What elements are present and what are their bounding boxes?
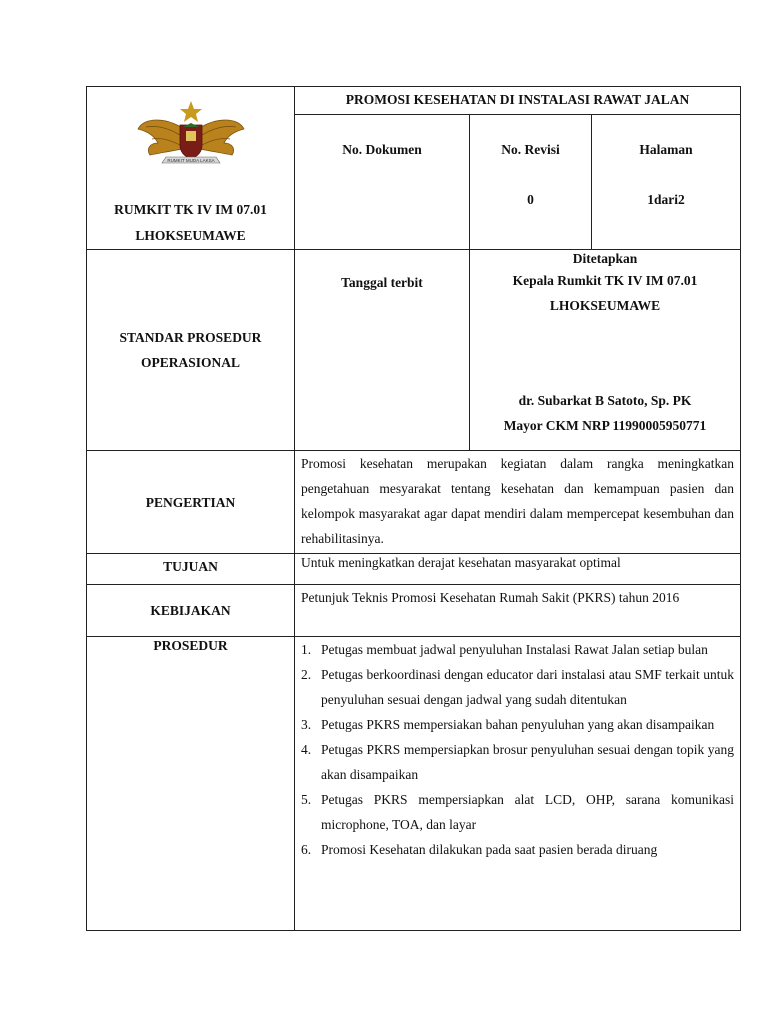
procedure-item-text: Promosi Kesehatan dilakukan pada saat pasien berada diruang (321, 842, 658, 857)
purpose-label: TUJUAN (87, 554, 295, 585)
procedure-item-text: Petugas membuat jadwal penyuluhan Instalasi Rawat Jalan setiap bulan (321, 642, 708, 657)
procedure-item-text: Petugas berkoordinasi dengan educator dari instalasi atau SMF terkait untuk penyuluhan sesuai dengan jadwal yang sudah ditentukan (321, 667, 735, 707)
procedure-item-number: 5. (301, 792, 312, 807)
page-cell (592, 114, 741, 249)
procedure-list (295, 637, 740, 862)
sop-label-cell (87, 250, 295, 451)
page-label: Halaman (639, 141, 693, 157)
hospital-name-line2: LHOKSEUMAWE (135, 228, 246, 243)
procedure-item (301, 712, 734, 737)
procedure-item-number: 6. (301, 842, 312, 857)
procedure-cell (295, 637, 741, 931)
procedure-item-text: Petugas PKRS mempersiapkan alat LCD, OHP, sarana komunikasi microphone, TOA, dan layar (321, 792, 735, 832)
signer-name: dr. Subarkat B Satoto, Sp. PK (518, 393, 692, 408)
purpose-text: Untuk meningkatkan derajat kesehatan masyarakat optimal (295, 554, 741, 585)
procedure-item (301, 737, 734, 787)
sop-label-line1: STANDAR PROSEDUR (119, 330, 262, 345)
revision-value: 0 (527, 191, 534, 207)
procedure-item-number: 2. (301, 667, 312, 682)
issue-date-label: Tanggal terbit (341, 275, 423, 290)
procedure-item-number: 1. (301, 642, 312, 657)
head-line2: LHOKSEUMAWE (549, 298, 661, 313)
procedure-item (301, 837, 734, 862)
hospital-identity-cell (87, 87, 295, 250)
signer-rank: Mayor CKM NRP 11990005950771 (503, 418, 707, 433)
document-number-label: No. Dokumen (342, 141, 422, 157)
approval-cell (470, 250, 741, 451)
head-line1: Kepala Rumkit TK IV IM 07.01 (512, 273, 698, 288)
procedure-item (301, 787, 734, 837)
procedure-label: PROSEDUR (87, 637, 295, 931)
sop-label-line2: OPERASIONAL (140, 355, 240, 370)
hospital-name-line1: RUMKIT TK IV IM 07.01 (114, 202, 267, 217)
policy-label: KEBIJAKAN (87, 585, 295, 637)
logo-ribbon-text: RUMKIT MUDA LAKSA (166, 158, 215, 163)
definition-text: Promosi kesehatan merupakan kegiatan dalam rangka meningkatkan pengetahuan mesyarakat tentang kesehatan dan kemampuan pasien dan kelompok masyarakat agar dapat mendiri dalam mempercepat kesembuhan dan rehabilitasinya. (295, 451, 741, 554)
procedure-item-number: 4. (301, 742, 312, 757)
procedure-item-number: 3. (301, 717, 312, 732)
procedure-item (301, 662, 734, 712)
set-label: Ditetapkan (572, 251, 638, 266)
page-value: 1dari2 (647, 191, 685, 207)
procedure-item (301, 637, 734, 662)
sop-table (86, 86, 741, 931)
procedure-item-text: Petugas PKRS mempersiakan bahan penyuluhan yang akan disampaikan (321, 717, 715, 732)
revision-cell (470, 114, 592, 249)
issue-date-cell (295, 250, 470, 451)
procedure-item-text: Petugas PKRS mempersiapkan brosur penyuluhan sesuai dengan topik yang akan disampaikan (321, 742, 735, 782)
revision-label: No. Revisi (501, 141, 560, 157)
policy-text: Petunjuk Teknis Promosi Kesehatan Rumah Sakit (PKRS) tahun 2016 (295, 585, 741, 637)
document-title: PROMOSI KESEHATAN DI INSTALASI RAWAT JALAN (295, 87, 741, 115)
document-number-cell (295, 114, 470, 249)
military-emblem-icon (136, 99, 246, 169)
definition-label: PENGERTIAN (87, 451, 295, 554)
